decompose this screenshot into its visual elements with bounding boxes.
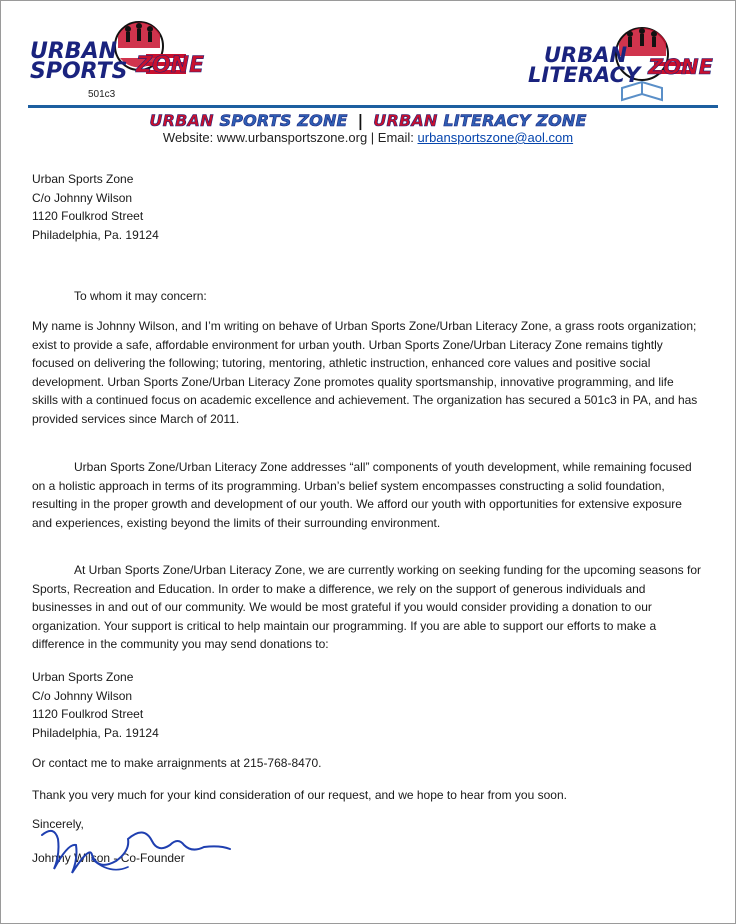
header-rule [28,105,718,108]
banner-word-sports: SPORTS [219,111,292,130]
address-line: 1120 Foulkrod Street [32,209,144,224]
banner-word-zone-2: ZONE [536,111,587,130]
contact-header [0,130,736,145]
handwritten-signature [32,815,242,885]
address-line: C/o Johnny Wilson [32,688,133,703]
address-line: Philadelphia, Pa. 19124 [32,725,159,740]
address-block-bottom [32,668,702,742]
paragraph-3: At Urban Sports Zone/Urban Literacy Zone, we are currently working on seeking funding for the upcoming seasons for Sports, Recreation and Education. In order to make a difference, we rely on the support of generous individuals and businesses in and out of our community. We would be most grateful if you would consider providing a donation to our organization. Your support is critical to help maintain our programming. If you are able to support our efforts to make a difference in the community you may send donations to: [32,563,701,652]
paragraph-1: My name is Johnny Wilson, and I’m writing on behave of Urban Sports Zone/Urban Literacy Zone, a grass roots organization; exist to provide a safe, affordable environment for urban youth. Urban Sports Zone/Urban Literacy Zone remains tightly focused on delivering the following; tutoring, mentoring, athletic instruction, enhanced core values and positive social development. Urban Sports Zone/Urban Literacy Zone promotes quality sportsmanship, innovative programming, and life skills with a continued focus on academic excellence and achievement. The organization has secured a 501c3 in PA, and has provided services since March of 2011. [32,319,698,426]
urban-literacy-zone-logo [524,24,714,104]
paragraph-2: Urban Sports Zone/Urban Literacy Zone addresses “all” components of youth development, while remaining focused on a holistic approach in terms of its programming. Urban’s belief system encompasses constructing a solid foundation, resulting in the proper growth and development of our youth. We afford our youth with opportunities for extensive exposure and experiences, existing beyond the limits of their surrounding environment. [32,460,692,530]
banner-word-urban-2: URBAN [373,111,438,130]
logo-left-line1: URBAN [30,39,118,64]
website-text: Website: www.urbansportszone.org | Email: [162,130,418,145]
logo-501c3-label: 501c3 [88,89,116,100]
signer-name: Johnny Wilson - Co-Founder [32,851,185,865]
address-line: Philadelphia, Pa. 19124 [32,227,159,242]
logo-right-line2: LITERACY [528,63,641,87]
address-line: 1120 Foulkrod Street [32,707,144,722]
logo-left-line3: ZONE [136,53,205,78]
address-block-top [32,170,702,244]
thanks-line: Thank you very much for your kind consideration of our request, and we hope to hear from you soon. [32,788,567,802]
logo-right-line1: URBAN [544,43,628,67]
address-line: Urban Sports Zone [32,670,134,684]
contact-line: Or contact me to make arraignments at 215-768-8470. [32,756,322,770]
greeting: To whom it may concern: [74,289,207,303]
address-line: Urban Sports Zone [32,172,134,186]
address-line: C/o Johnny Wilson [32,190,133,205]
banner-word-zone-1: ZONE [297,111,348,130]
urban-sports-zone-logo [26,18,216,98]
banner-word-literacy: LITERACY [443,111,531,130]
closing: Sincerely, [32,817,84,831]
banner-word-urban-1: URBAN [149,111,214,130]
email-link[interactable]: urbansportszone@aol.com [417,130,574,145]
logo-left-line2: SPORTS [30,59,128,84]
banner-separator: | [357,111,364,130]
logo-right-line3: ZONE [648,55,713,79]
header-banner [0,110,736,132]
